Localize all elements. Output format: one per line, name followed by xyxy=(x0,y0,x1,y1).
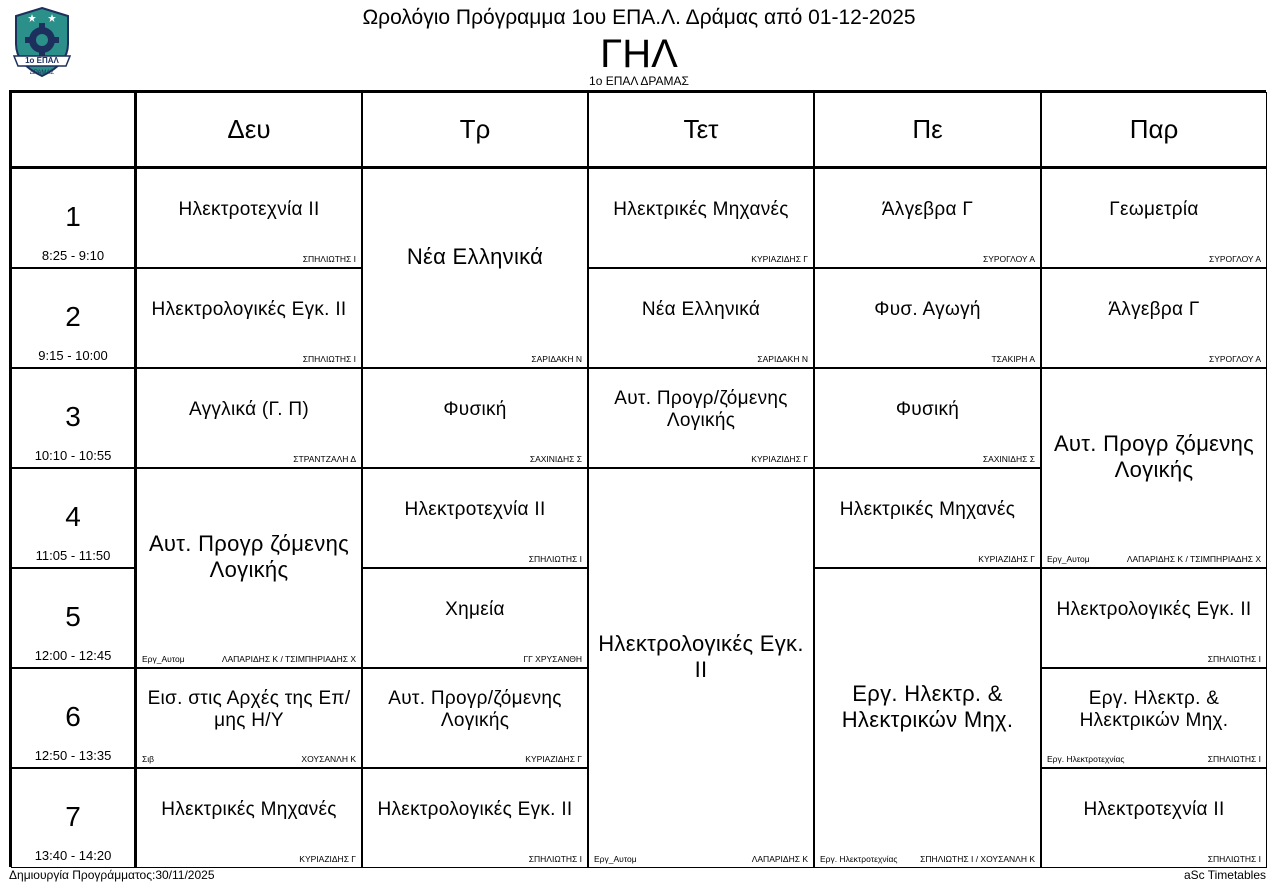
lesson-teacher: ΚΥΡΙΑΖΙΔΗΣ Γ xyxy=(299,854,356,864)
lesson-cell xyxy=(1041,168,1267,268)
lesson-subject: Αυτ. Προγρ/ζόμενης Λογικής xyxy=(614,388,788,431)
lesson-cell xyxy=(1041,268,1267,368)
period-time: 10:10 - 10:55 xyxy=(34,448,112,463)
lesson-teacher: ΣΑΧΙΝΙΔΗΣ Σ xyxy=(529,454,582,464)
timetable-title: Ωρολόγιο Πρόγραμμα 1ου ΕΠΑ.Λ. Δράμας από 01-12-2025 xyxy=(362,6,916,29)
lesson-cell xyxy=(362,468,588,568)
lesson-teacher: ΚΥΡΙΑΖΙΔΗΣ Γ xyxy=(525,754,582,764)
period-number: 5 xyxy=(65,601,81,632)
lesson-cell xyxy=(588,268,814,368)
lesson-teacher: ΓΓ ΧΡΥΣΑΝΘΗ xyxy=(523,654,582,664)
lesson-teacher: ΣΥΡΟΓΛΟΥ Α xyxy=(1208,254,1261,264)
software-credit: aSc Timetables xyxy=(1183,868,1266,882)
lesson-subject: Νέα Ελληνικά xyxy=(641,299,761,320)
lesson-subject: Ηλεκτροτεχνία ΙΙ xyxy=(404,499,546,520)
lesson-teacher: ΛΑΠΑΡΙΔΗΣ Κ / ΤΣΙΜΠΗΡΙΑΔΗΣ Χ xyxy=(221,654,356,664)
lesson-subject: Εργ. Ηλεκτρ. & Ηλεκτρικών Μηχ. xyxy=(1079,688,1229,731)
lesson-teacher: ΣΤΡΑΝΤΖΑΛΗ Δ xyxy=(293,454,356,464)
lesson-teacher: ΤΣΑΚΙΡΗ Α xyxy=(991,354,1035,364)
lesson-teacher: ΣΠΗΛΙΩΤΗΣ Ι xyxy=(302,254,356,264)
lesson-teacher: ΚΥΡΙΑΖΙΔΗΣ Γ xyxy=(978,554,1035,564)
lesson-room: Εργ_Αυτομ xyxy=(1047,554,1090,564)
period-time: 12:00 - 12:45 xyxy=(34,648,112,663)
lesson-cell xyxy=(362,168,588,368)
lesson-cell xyxy=(362,768,588,868)
lesson-subject: Εισ. στις Αρχές της Επ/μης Η/Υ xyxy=(147,688,351,731)
period-cell xyxy=(11,668,136,768)
lesson-cell xyxy=(1041,668,1267,768)
lesson-cell xyxy=(136,468,362,668)
lesson-subject: Φυσική xyxy=(895,399,960,420)
timetable-grid xyxy=(9,90,1266,867)
period-cell xyxy=(11,568,136,668)
logo-text: 1ο ΕΠΑΛ xyxy=(25,56,59,65)
lesson-cell xyxy=(588,368,814,468)
lesson-cell xyxy=(362,368,588,468)
lesson-cell xyxy=(814,568,1041,868)
period-cell xyxy=(11,368,136,468)
lesson-cell xyxy=(136,268,362,368)
period-number: 7 xyxy=(65,801,81,832)
lesson-subject: Ηλεκτρολογικές Εγκ. ΙΙ xyxy=(598,631,804,682)
lesson-teacher: ΣΑΡΙΔΑΚΗ Ν xyxy=(531,354,582,364)
lesson-teacher: ΣΠΗΛΙΩΤΗΣ Ι xyxy=(528,554,582,564)
day-header: Δευ xyxy=(136,92,362,168)
lesson-teacher: ΣΑΡΙΔΑΚΗ Ν xyxy=(757,354,808,364)
lesson-cell xyxy=(814,268,1041,368)
class-name: ΓΗΛ xyxy=(600,32,678,76)
period-time: 9:15 - 10:00 xyxy=(38,348,108,363)
created-date: Δημιουργία Προγράμματος:30/11/2025 xyxy=(9,868,215,882)
lesson-cell xyxy=(1041,368,1267,568)
lesson-subject: Νέα Ελληνικά xyxy=(406,244,544,269)
lesson-teacher: ΚΥΡΙΑΖΙΔΗΣ Γ xyxy=(751,254,808,264)
lesson-room: Εργ_Αυτομ xyxy=(594,854,637,864)
lesson-teacher: ΣΠΗΛΙΩΤΗΣ Ι / ΧΟΥΣΑΝΛΗ Κ xyxy=(920,854,1035,864)
lesson-teacher: ΣΥΡΟΓΛΟΥ Α xyxy=(1208,354,1261,364)
lesson-teacher: ΛΑΠΑΡΙΔΗΣ Κ / ΤΣΙΜΠΗΡΙΑΔΗΣ Χ xyxy=(1126,554,1261,564)
lesson-subject: Φυσική xyxy=(443,399,507,420)
lesson-cell xyxy=(814,168,1041,268)
period-cell xyxy=(11,168,136,268)
lesson-cell xyxy=(814,368,1041,468)
lesson-subject: Άλγεβρα Γ xyxy=(881,199,974,220)
school-name: 1ο ΕΠΑΛ ΔΡΑΜΑΣ xyxy=(589,74,689,88)
lesson-subject: Ηλεκτρικές Μηχανές xyxy=(161,799,337,820)
lesson-teacher: ΣΠΗΛΙΩΤΗΣ Ι xyxy=(1207,654,1261,664)
period-number: 1 xyxy=(65,201,81,232)
period-number: 4 xyxy=(65,501,81,532)
lesson-cell xyxy=(136,768,362,868)
period-number: 2 xyxy=(65,301,81,332)
lesson-teacher: ΛΑΠΑΡΙΔΗΣ Κ xyxy=(751,854,808,864)
day-header: Τετ xyxy=(588,92,814,168)
period-number: 3 xyxy=(65,401,81,432)
lesson-subject: Γεωμετρία xyxy=(1109,199,1199,220)
lesson-teacher: ΣΑΧΙΝΙΔΗΣ Σ xyxy=(982,454,1035,464)
lesson-teacher: ΣΠΗΛΙΩΤΗΣ Ι xyxy=(1207,854,1261,864)
lesson-cell xyxy=(136,668,362,768)
day-header: Πε xyxy=(814,92,1041,168)
lesson-subject: Ηλεκτροτεχνία ΙΙ xyxy=(1083,799,1225,820)
period-cell xyxy=(11,768,136,868)
period-number: 6 xyxy=(65,701,81,732)
period-cell xyxy=(11,268,136,368)
lesson-teacher: ΣΥΡΟΓΛΟΥ Α xyxy=(982,254,1035,264)
lesson-subject: Ηλεκτρολογικές Εγκ. ΙΙ xyxy=(377,799,573,820)
corner-cell xyxy=(11,92,136,168)
lesson-room: Εργ. Ηλεκτροτεχνίας xyxy=(1047,754,1125,764)
lesson-subject: Ηλεκτρικές Μηχανές xyxy=(839,499,1016,520)
lesson-cell xyxy=(362,568,588,668)
lesson-cell xyxy=(136,368,362,468)
period-time: 12:50 - 13:35 xyxy=(34,748,112,763)
lesson-teacher: ΣΠΗΛΙΩΤΗΣ Ι xyxy=(1207,754,1261,764)
lesson-subject: Άλγεβρα Γ xyxy=(1108,299,1200,320)
lesson-cell xyxy=(588,168,814,268)
lesson-subject: Αυτ. Προγρ ζόμενης Λογικής xyxy=(148,531,350,582)
period-cell xyxy=(11,468,136,568)
lesson-subject: Φυσ. Αγωγή xyxy=(874,299,981,320)
lesson-teacher: ΚΥΡΙΑΖΙΔΗΣ Γ xyxy=(751,454,808,464)
period-time: 8:25 - 9:10 xyxy=(41,248,105,263)
lesson-subject: Ηλεκτρολογικές Εγκ. ΙΙ xyxy=(151,299,347,320)
period-time: 11:05 - 11:50 xyxy=(35,548,111,563)
lesson-room: Εργ_Αυτομ xyxy=(142,654,185,664)
logo-subtext: ΔΡΑΜΑΣ xyxy=(29,70,55,76)
lesson-subject: Ηλεκτρολογικές Εγκ. ΙΙ xyxy=(1056,599,1252,620)
lesson-teacher: ΣΠΗΛΙΩΤΗΣ Ι xyxy=(302,354,356,364)
lesson-cell xyxy=(136,168,362,268)
lesson-room: Σιβ xyxy=(142,754,155,764)
lesson-teacher: ΧΟΥΣΑΝΛΗ Κ xyxy=(301,754,356,764)
lesson-subject: Ηλεκτρικές Μηχανές xyxy=(613,199,789,220)
lesson-subject: Χημεία xyxy=(445,599,505,620)
lesson-cell xyxy=(814,468,1041,568)
lesson-cell xyxy=(362,668,588,768)
period-time: 13:40 - 14:20 xyxy=(34,848,112,863)
lesson-room: Εργ. Ηλεκτροτεχνίας xyxy=(820,854,898,864)
lesson-subject: Εργ. Ηλεκτρ. & Ηλεκτρικών Μηχ. xyxy=(841,681,1014,732)
lesson-cell xyxy=(1041,568,1267,668)
lesson-teacher: ΣΠΗΛΙΩΤΗΣ Ι xyxy=(528,854,582,864)
lesson-subject: Αυτ. Προγρ/ζόμενης Λογικής xyxy=(388,688,562,731)
lesson-cell xyxy=(588,468,814,868)
lesson-cell xyxy=(1041,768,1267,868)
lesson-subject: Αυτ. Προγρ ζόμενης Λογικής xyxy=(1053,431,1255,482)
lesson-subject: Ηλεκτροτεχνία ΙΙ xyxy=(178,199,320,220)
day-header: Παρ xyxy=(1041,92,1267,168)
lesson-subject: Αγγλικά (Γ. Π) xyxy=(188,399,310,420)
day-header: Τρ xyxy=(362,92,588,168)
